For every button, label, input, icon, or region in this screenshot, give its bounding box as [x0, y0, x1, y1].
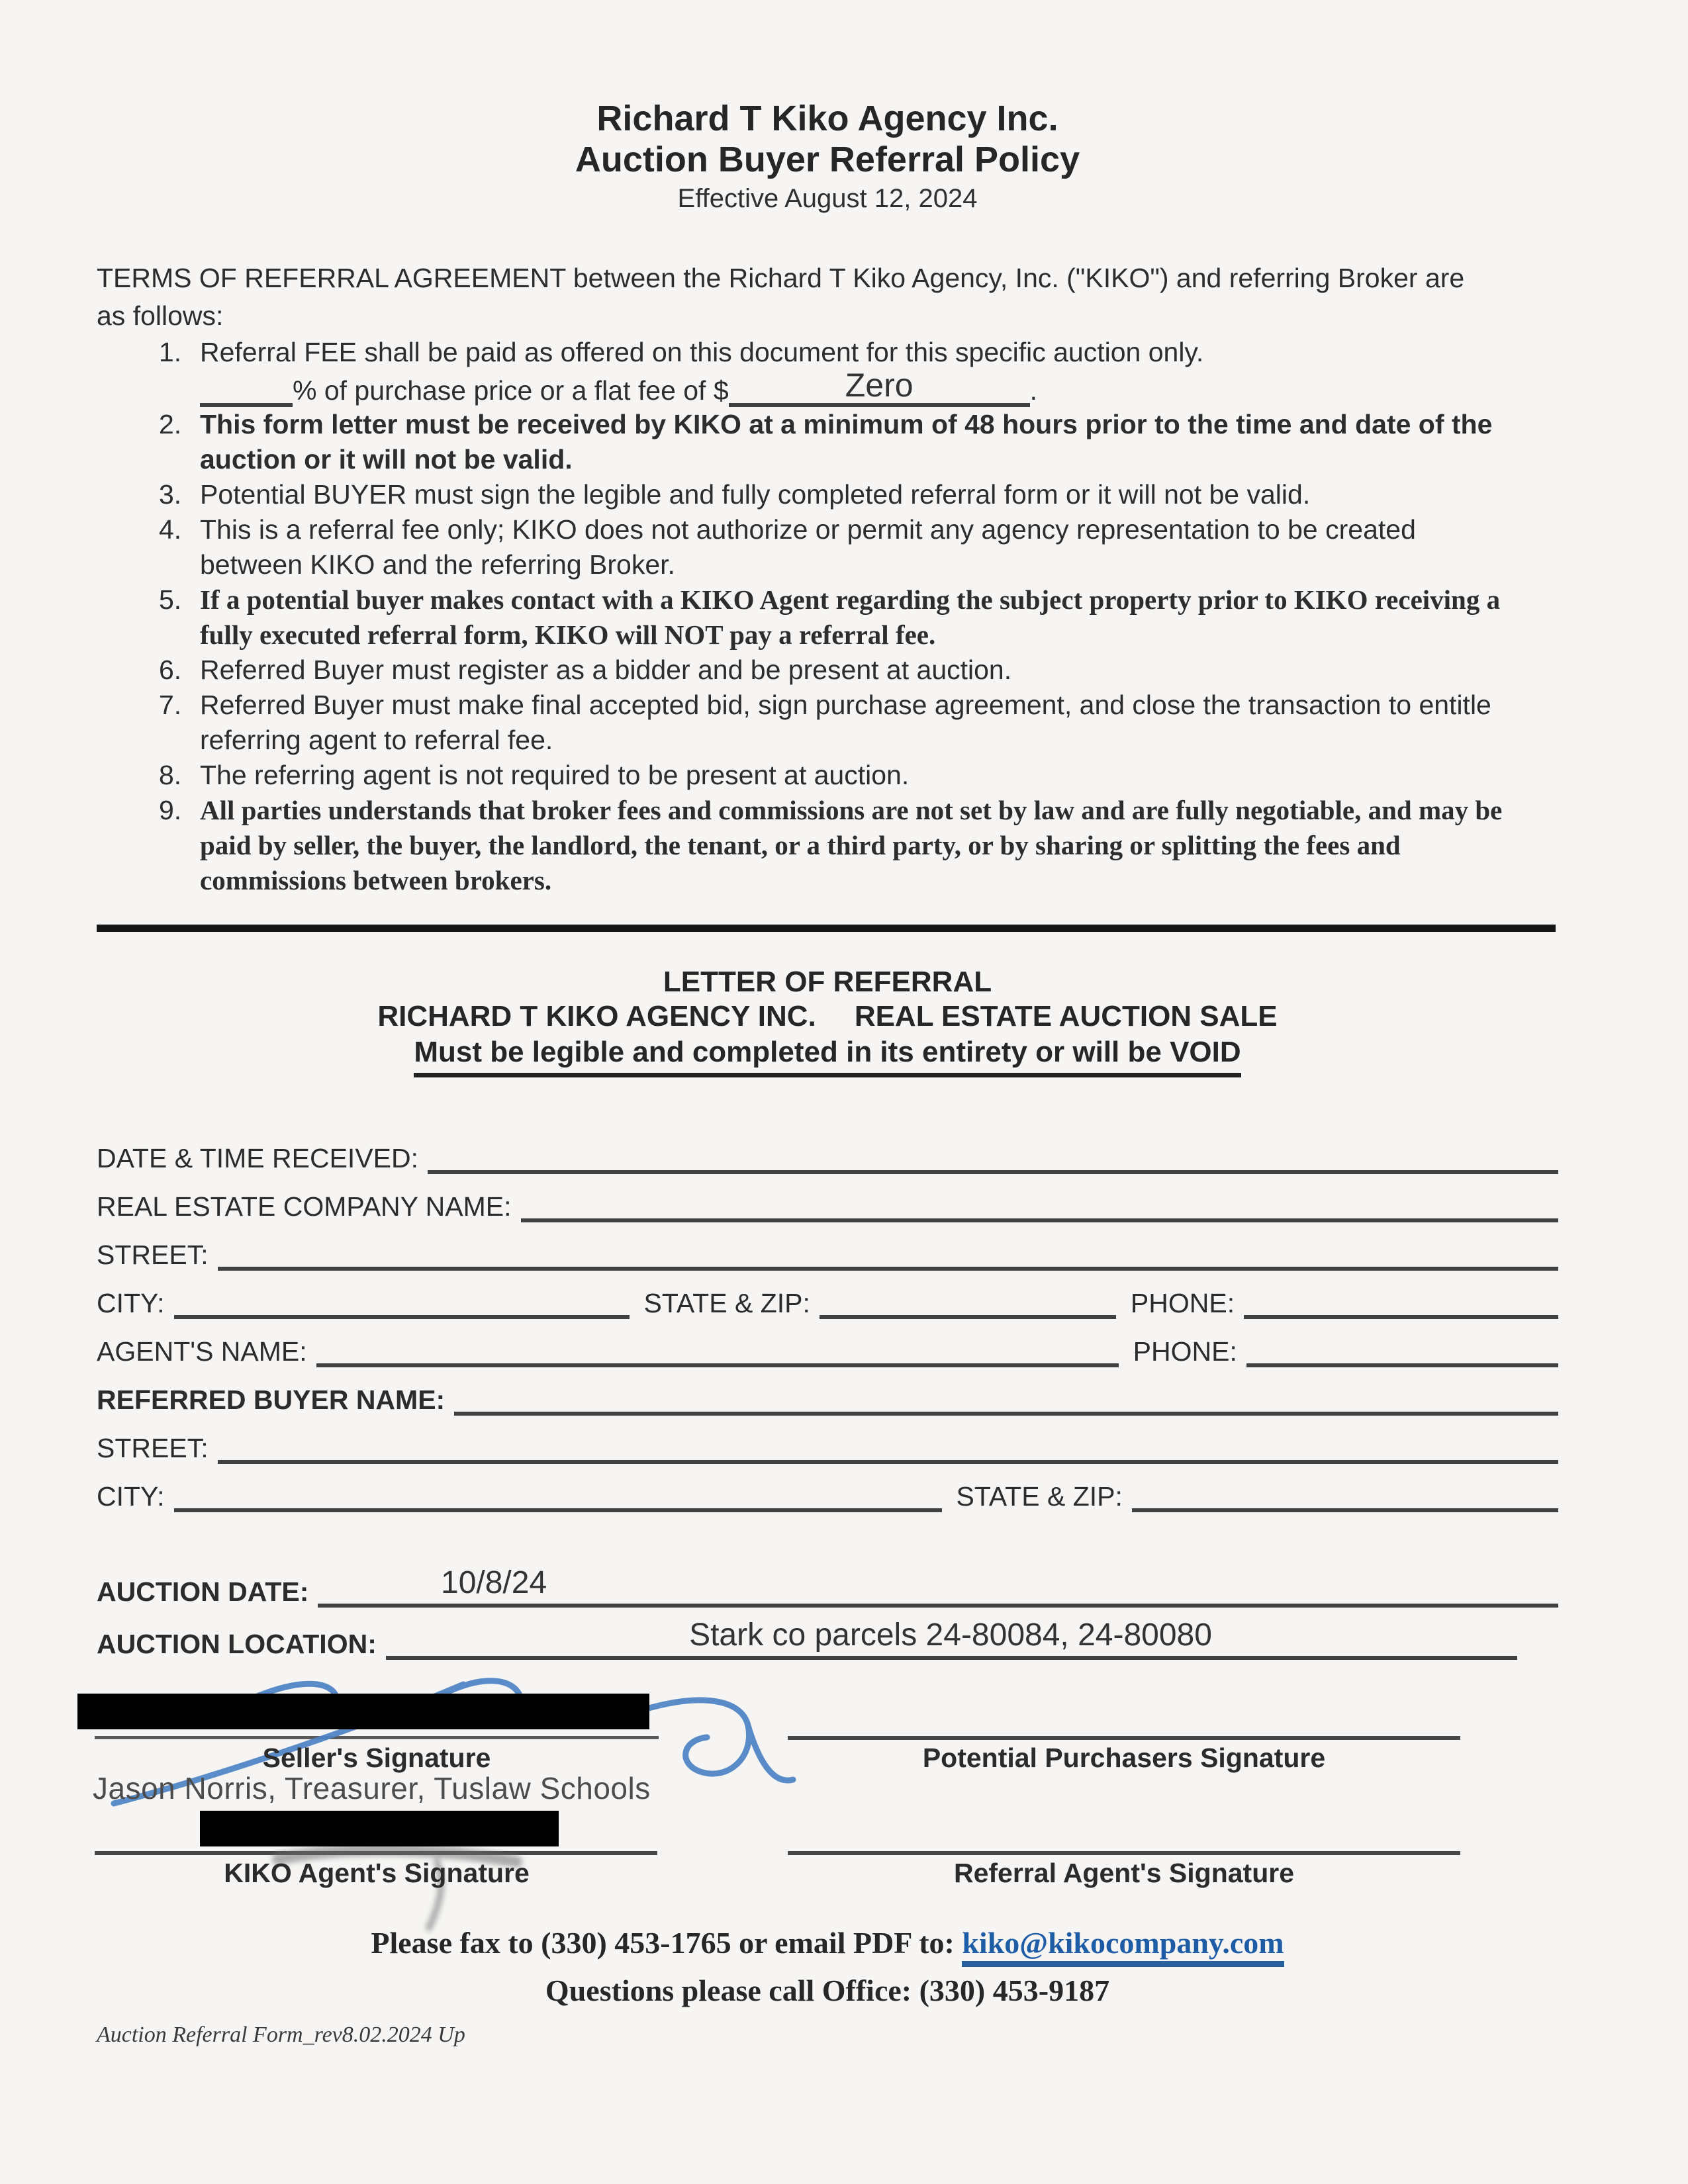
term-text: Potential BUYER must sign the legible and fully completed referral form or it will not be valid.	[200, 479, 1311, 510]
term-text: This is a referral fee only; KIKO does not authorize or permit any agency representation to be created between KIKO and the referring Broker.	[200, 514, 1416, 580]
street-line	[218, 1251, 1558, 1271]
agent-phone-label: PHONE:	[1133, 1336, 1237, 1367]
letter-title: LETTER OF REFERRAL	[663, 966, 992, 998]
term-item-2	[159, 407, 1558, 477]
street-label: STREET:	[97, 1240, 209, 1270]
referral-agent-signature-label: Referral Agent's Signature	[953, 1858, 1295, 1888]
redaction-box-seller	[77, 1694, 649, 1729]
auction-date-row	[97, 1564, 1558, 1608]
page-title: Richard T Kiko Agency Inc.	[596, 99, 1058, 138]
date-received-row	[97, 1134, 1558, 1174]
fax-text: Please fax to (330) 453-1765 or email PDF to:	[371, 1926, 962, 1960]
referred-buyer-label: REFERRED BUYER NAME:	[97, 1385, 445, 1415]
letter-subtitle	[97, 999, 1558, 1034]
fee-fill-in-row	[200, 367, 1558, 407]
street-row	[97, 1231, 1558, 1271]
referral-form	[97, 1134, 1558, 1660]
company-name-row	[97, 1183, 1558, 1222]
state-zip-label: STATE & ZIP:	[643, 1288, 810, 1318]
buyer-street-row	[97, 1424, 1558, 1464]
referred-buyer-line	[454, 1396, 1558, 1416]
term-item-7	[159, 688, 1558, 758]
term-text: All parties understands that broker fees and commissions are not set by law and are fully negotiable, and may be paid by seller, the buyer, the landlord, the tenant, or a third party, or by sharing or splitting the fees and commissions between brokers.	[200, 795, 1503, 895]
phone-line	[1244, 1299, 1558, 1319]
term-number: 1.	[159, 337, 182, 367]
buyer-state-zip-label: STATE & ZIP:	[956, 1481, 1123, 1512]
letter-agency: RICHARD T KIKO AGENCY INC.	[377, 1000, 816, 1032]
term-item-9	[159, 793, 1558, 898]
email-link[interactable]: kiko@kikocompany.com	[962, 1926, 1284, 1967]
buyer-city-line	[174, 1492, 942, 1512]
term-item-5	[159, 582, 1558, 653]
term-number: 2.	[159, 409, 182, 439]
city-label: CITY:	[97, 1288, 165, 1318]
letter-heading	[97, 965, 1558, 1077]
revision-note: Auction Referral Form_rev8.02.2024 Up	[97, 2023, 465, 2047]
term-text: Referred Buyer must register as a bidder and be present at auction.	[200, 655, 1012, 685]
auction-location-value: Stark co parcels 24-80084, 24-80080	[689, 1617, 1212, 1653]
referred-buyer-row	[97, 1376, 1558, 1416]
state-zip-line	[820, 1299, 1116, 1319]
fee-text: % of purchase price or a flat fee of $	[293, 375, 729, 406]
void-notice-row	[97, 1035, 1558, 1077]
term-number: 5.	[159, 584, 182, 615]
agent-name-row	[97, 1328, 1558, 1367]
city-line	[174, 1299, 630, 1319]
percent-blank-line	[200, 377, 293, 407]
term-item-8	[159, 758, 1558, 793]
auction-location-row	[97, 1616, 1558, 1660]
buyer-state-zip-line	[1132, 1492, 1558, 1512]
term-number: 7.	[159, 690, 182, 720]
flat-fee-value: Zero	[845, 367, 914, 404]
fee-suffix: .	[1029, 375, 1038, 406]
term-number: 4.	[159, 514, 182, 545]
term-item-3	[159, 477, 1558, 512]
auction-location-label: AUCTION LOCATION:	[97, 1629, 377, 1659]
term-text: This form letter must be received by KIKO at a minimum of 48 hours prior to the time and date of the auction or it will not be valid.	[200, 409, 1493, 475]
city-state-phone-row	[97, 1279, 1558, 1319]
document-header	[97, 98, 1558, 217]
policy-title: Auction Buyer Referral Policy	[575, 140, 1080, 179]
term-number: 8.	[159, 760, 182, 790]
effective-date: Effective August 12, 2024	[677, 184, 978, 213]
auction-date-value: 10/8/24	[441, 1565, 547, 1600]
term-text: The referring agent is not required to be present at auction.	[200, 760, 910, 790]
buyer-street-label: STREET:	[97, 1433, 209, 1463]
signature-section	[93, 1668, 1558, 1920]
term-text: Referred Buyer must make final accepted bid, sign purchase agreement, and close the transaction to entitle referring agent to referral fee.	[200, 690, 1491, 755]
term-text: Referral FEE shall be paid as offered on this document for this specific auction only.	[200, 337, 1204, 367]
buyer-city-state-row	[97, 1473, 1558, 1512]
term-number: 9.	[159, 795, 182, 825]
terms-intro: TERMS OF REFERRAL AGREEMENT between the Richard T Kiko Agency, Inc. ("KIKO") and referring Broker are as follows:	[97, 263, 1465, 331]
seller-signature-label: Seller's Signature	[262, 1743, 491, 1773]
agent-name-label: AGENT'S NAME:	[97, 1336, 307, 1367]
company-name-label: REAL ESTATE COMPANY NAME:	[97, 1191, 512, 1222]
letter-sale-type: REAL ESTATE AUCTION SALE	[854, 1000, 1278, 1032]
buyer-street-line	[218, 1444, 1558, 1464]
term-item-4	[159, 512, 1558, 582]
agent-name-line	[316, 1347, 1119, 1367]
flat-fee-blank-line	[729, 367, 1030, 407]
redaction-box-kiko-agent	[200, 1811, 559, 1846]
kiko-agent-signature-label: KIKO Agent's Signature	[224, 1858, 530, 1888]
buyer-city-label: CITY:	[97, 1481, 165, 1512]
agent-phone-line	[1246, 1347, 1558, 1367]
company-name-line	[521, 1203, 1558, 1222]
term-item-6	[159, 653, 1558, 688]
term-number: 3.	[159, 479, 182, 510]
purchaser-signature-label: Potential Purchasers Signature	[922, 1743, 1326, 1773]
section-divider	[97, 925, 1556, 932]
term-item-1	[159, 335, 1558, 370]
void-notice: Must be legible and completed in its entirety or will be VOID	[414, 1035, 1241, 1077]
auction-date-label: AUCTION DATE:	[97, 1576, 309, 1607]
term-number: 6.	[159, 655, 182, 685]
terms-list	[97, 335, 1558, 898]
term-text: If a potential buyer makes contact with a KIKO Agent regarding the subject property prior to KIKO receiving a fully executed referral form, KIKO will NOT pay a referral fee.	[200, 584, 1501, 650]
seller-printed-name: Jason Norris, Treasurer, Tuslaw Schools	[93, 1771, 651, 1805]
phone-label: PHONE:	[1130, 1288, 1235, 1318]
office-phone-line: Questions please call Office: (330) 453-9187	[545, 1974, 1110, 2007]
document-footer	[97, 1924, 1558, 2048]
date-received-label: DATE & TIME RECEIVED:	[97, 1143, 419, 1173]
date-received-line	[428, 1154, 1558, 1174]
